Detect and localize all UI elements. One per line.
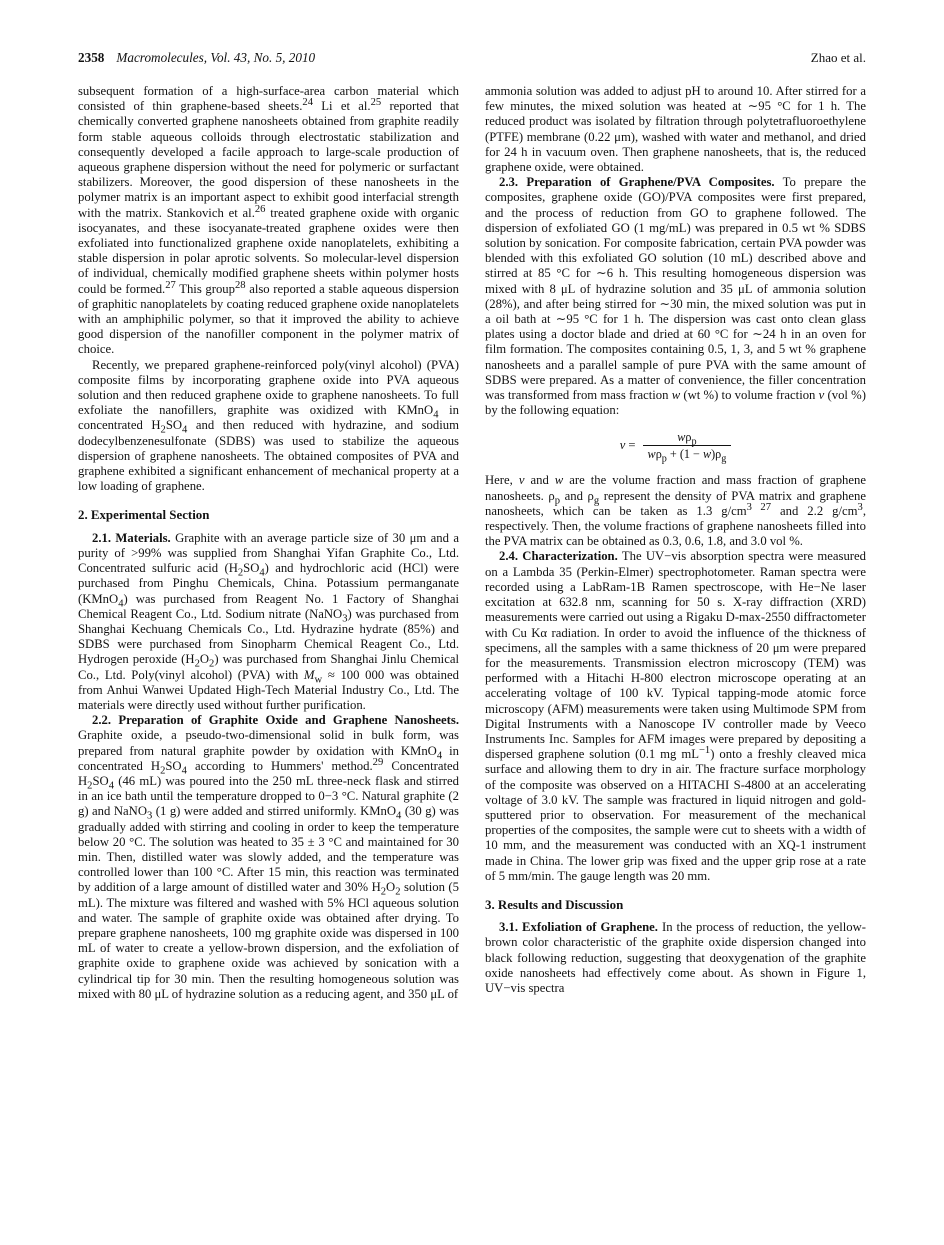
- equation-volume-fraction: [485, 430, 866, 465]
- equation-denominator: $w\rho_p + (1 - w)\rho_g$: [647, 447, 727, 465]
- subsection-lead-preparation-go: 2.2. Preparation of Graphite Oxide and Graphene Nanosheets.: [92, 713, 459, 728]
- subsection-lead-characterization: 2.4. Characterization.: [499, 549, 618, 564]
- paragraph-text: In the process of reduction, the yellow-brown color characteristic of the graphite oxide dispersion changed into black following reduction, suggesting that deoxygenation of the graphite oxide nanosheets had effectively come about. As shown in Figure 1, UV−vis spectra: [485, 920, 866, 995]
- paragraph-text: To prepare the composites, graphene oxide (GO)/PVA composites were first prepared, and the process of reduction from GO to graphene followed. The dispersion of exfoliated GO (1 mg/mL) was prepared in 0.5 wt % SDBS solution by sonication. For composite fabrication, certain PVA powder was blended with this exfoliated GO solution (10 mL) described above and stirred at 85 °C for ∼6 h. This resulting homogeneous dispersion was mixed with 8 μL of hydrazine solution and 35 μL of ammonia solution (28%), and after being stirred for ∼30 min, the mixed solution was put in a oil bath at ∼95 °C for 1 h. The dispersion was cast onto clean glass plates using a doctor blade and dried at 60 °C for ∼24 h in an oven for film formation. The composites containing 0.5, 1, 3, and 5 wt % graphene nanosheets and a parallel sample of pure PVA with the same amount of SDBS were prepared. As a matter of convenience, the filler concentration was transformed from mass fraction w (wt %) to volume fraction v (vol %) by the following equation:: [485, 175, 866, 418]
- equation-fraction: [643, 430, 732, 465]
- paragraph-equation-explanation: [485, 473, 866, 549]
- paragraph-text: Graphite with an average particle size of 30 μm and a purity of >99% was supplied from Shanghai Yifan Graphite Co., Ltd. Concentrated sulfuric acid $(H_2SO_4)$ and hydrochloric acid (HCl) were purchased from Pinghu Chemicals, China. Potassium permanganate (KMnO$_4$) was purchased from Reagent No. 1 Factory of Shanghai Chemical Reagent Co., Ltd. Sodium nitrate (NaNO$_3$) was purchased from Shanghai Kechuang Chemicals Co., Ltd. Hydrazine hydrate (85%) and SDBS were purchased from Sinopharm Chemical Reagent Co., Ltd. Hydrogen peroxide $(H_2O_2)$ was purchased from Shanghai Jinlu Chemical Co., Ltd. Poly(vinyl alcohol) (PVA) with $M_w \approx 100$ 000 was obtained from Anhui Wanwei Updated High-Tech Material Industry Co., Ltd. The materials were directly used without further purification.: [78, 530, 460, 712]
- right-column: [485, 84, 866, 1002]
- running-authors: Zhao et al.: [810, 50, 866, 65]
- paragraph-text: The UV−vis absorption spectra were measured on a Lambda 35 (Perkin-Elmer) spectrophotometer. Raman spectra were recorded using a LabRam-1B Ramen spectroscope, with He−Ne laser excitation at 632.8 nm, scanning for 50 s. X-ray diffraction (XRD) measurements were carried out using a Rigaku D-max-2550 diffractometer with Cu Kα radiation. In order to avoid the influence of the thickness of specimens, all the samples with a same thickness of 20 μm were prepared for the measurements. Transmission electron microscopy (TEM) was performed with a Hitachi H-800 electron microscope operating at an accelerating voltage of 100 kV. Typical tapping-mode atomic force microscopy (AFM) measurements were taken using Multimode SPM from Digital Instruments with a Nanoscope IV controller made by Veeco Instruments Inc. Samples for AFM images were prepared by depositing a dispersed graphene solution (0.1 mg $mL^{-1}$) onto a freshly cleaved mica surface and allowing them to dry in air. The fracture surface morphology of the composite was observed on a HITACHI S-4800 at an accelerating voltage of 3.0 kV. The sample was fractured in liquid nitrogen and gold-sputtered prior to observation. For measurement of the mechanical properties of the composites, the sample were cut to sheets with a width of 10 mm, and the measurement was conducted with an XQ-1 instrument made in China. The lower grip was fixed and the upper grip rose at a rate of 5 mm/min. The gauge length was 20 mm.: [485, 549, 867, 883]
- paragraph-2-4-characterization: [485, 549, 866, 883]
- paragraph-text: Graphite oxide, a pseudo-two-dimensional solid in bulk form, was prepared from natural graphite powder by oxidation with KMnO$_4$ in concentrated $H_2SO_4$ according to Hummers' method.$^{29}$ Concentrated $H_2SO_4$ (46 mL) was poured into the 250 mL three-neck flask and stirred in an ice bath until the temperature dropped to 0−3 °C. Natural graphite (2 g) and NaNO$_3$ (1 g) were added and stirred uniformly. KMnO$_4$ (30 g) was gradually added with stirring and cooling in order to keep the temperature below 20 °C. The solution was heated to 35 ± 3 °C and maintained for 30 min. Then, distilled water was slowly added, and the temperature was controlled lower than 100 °C. After 15 min, this reaction was terminated by addition of a large amount of distilled water and 30% $H_2O_2$ solution (5 mL). The mixture was filtered and washed with 5% HCl aqueous solution and water. The sample of graphite oxide was obtained after drying. To prepare graphene nanosheets, 100 mg graphite oxide was dispersed in 100 mL of water to create a yellow-brown dispersion, and the exfoliation of graphite oxide to graphene oxide was achieved by sonication with a cylindrical tip for 30 min. Then the resulting homogeneous solution was mixed with 80 μL of hydrazine solution as a reducing agent, and 350 μL of: [78, 728, 459, 1001]
- paragraph-2-1-materials: [78, 531, 459, 713]
- running-head-left: [78, 50, 315, 66]
- heading-experimental-section: 2. Experimental Section: [78, 508, 210, 523]
- page-header: [78, 50, 866, 66]
- subsection-lead-composites: 2.3. Preparation of Graphene/PVA Composites.: [499, 175, 775, 190]
- paragraph-intro-continuation: [78, 84, 459, 358]
- equation-lhs: v =: [619, 438, 636, 453]
- subsection-lead-materials: 2.1. Materials.: [92, 530, 171, 545]
- subsection-lead-exfoliation: 3.1. Exfoliation of Graphene.: [499, 920, 658, 935]
- two-column-body: [78, 84, 866, 1002]
- paragraph-text: ammonia solution was added to adjust pH to around 10. After stirred for a few minutes, the mixed solution was heated at ∼95 °C for 1 h. The reduced product was isolated by filtration through polytetrafluoroethylene (PTFE) membrane (0.22 μm), washed with water and methanol, and dried for 24 h in vacuum oven. Then graphene nanosheets, that is, the reduced graphene oxide, were obtained.: [485, 84, 866, 175]
- paragraph-2-3-composites: [485, 175, 866, 418]
- paragraph-text: Recently, we prepared graphene-reinforced poly(vinyl alcohol) (PVA) composite films by incorporating graphene oxide into PVA aqueous solution and then reduced graphene oxide to graphene nanosheets. To full exfoliate the nanofillers, graphite was oxidized with KMnO$_4$ in concentrated $H_2SO_4$ and then reduced with hydrazine, and sodium dodecylbenzenesulfonate (SDBS) was used to stabilize the aqueous dispersion of graphene nanosheets. The obtained composites of PVA and graphene exhibited a significant enhancement of mechanical property at a low loading of graphene.: [78, 357, 459, 494]
- left-column: [78, 84, 459, 1002]
- paragraph-3-1-exfoliation: [485, 920, 866, 996]
- paragraph-text: Here, v and w are the volume fraction and mass fraction of graphene nanosheets. $\rho_p$ and $\rho_g$ represent the density of PVA matrix and graphene nanosheets, which can be taken as 1.3 $g/cm^{3 27}$ and 2.2 $g/cm^3$, respectively. Then, the volume fractions of graphene nanosheets filled into the PVA matrix can be obtained as 0.3, 0.6, 1.8, and 3.0 vol %.: [485, 473, 866, 549]
- paragraph-preparation-continuation: [485, 84, 866, 175]
- journal-citation: Macromolecules, Vol. 43, No. 5, 2010: [116, 50, 316, 65]
- paragraph-text: subsequent formation of a high-surface-area carbon material which consisted of thin graphene-based sheets.$^{24}$ Li et al.$^{25}$ reported that chemically converted graphene nanosheets obtained from graphite readily form stable aqueous colloids through electrostatic stabilization and consequently developed a facile approach to large-scale production of aqueous graphene dispersion without the need for polymeric or surfactant stabilizers. Moreover, the good dispersion of these nanosheets in the polymer matrix is an important aspect to exhibit good interfacial strength with the matrix. Stankovich et al.$^{26}$ treated graphene oxide with organic isocyanates, and these isocyanate-treated graphene oxides were then exfoliated into functionalized graphene oxide nanoplatelets, exhibiting a stable dispersion in polar aprotic solvents. So molecular-level dispersion of individual, chemically modified graphene sheets within polymer hosts could be formed.$^{27}$ This group$^{28}$ also reported a stable aqueous dispersion of graphitic nanoplatelets by coating reduced graphene oxide nanoplatelets with an amphiphilic polymer, so that it improved the ability to achieve good dispersion of the nanofiller component in the polymer matrix of choice.: [78, 84, 460, 357]
- equation-numerator: $w\rho_p$: [643, 430, 732, 446]
- paragraph-2-2-preparation-graphite-oxide: [78, 713, 459, 1002]
- page-number: 2358: [78, 50, 105, 65]
- paragraph-recently: [78, 358, 459, 495]
- heading-results-discussion: 3. Results and Discussion: [485, 897, 624, 912]
